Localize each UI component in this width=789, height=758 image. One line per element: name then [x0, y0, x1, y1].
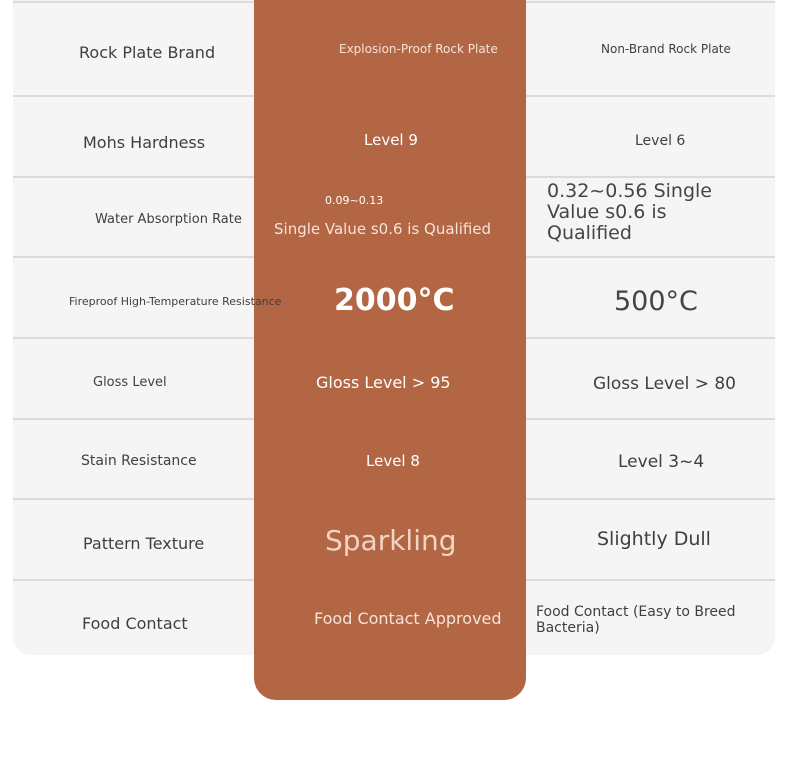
row-label-food-contact: Food Contact	[82, 613, 188, 633]
featured-value-hardness: Level 9	[364, 131, 418, 149]
row-label-hardness: Mohs Hardness	[83, 132, 206, 152]
other-value-hardness: Level 6	[635, 133, 686, 149]
featured-value-water-absorption: Single Value s0.6 is Qualified	[274, 220, 492, 238]
other-value-texture: Slightly Dull	[597, 528, 711, 550]
featured-value-fire-resistance: 2000°C	[334, 282, 455, 318]
featured-value-texture: Sparkling	[325, 523, 457, 557]
row-label-texture: Pattern Texture	[83, 533, 205, 553]
featured-note-water-absorption: 0.09~0.13	[325, 193, 384, 207]
featured-column	[254, 0, 526, 700]
other-value-stain: Level 3~4	[618, 452, 705, 472]
other-value-fire-resistance: 500°C	[614, 285, 698, 317]
other-value-gloss: Gloss Level > 80	[593, 374, 736, 394]
other-value-brand: Non-Brand Rock Plate	[601, 42, 731, 56]
row-label-brand: Rock Plate Brand	[79, 42, 216, 62]
featured-value-food-contact: Food Contact Approved	[314, 608, 502, 628]
featured-value-stain: Level 8	[366, 452, 420, 470]
other-value-water-absorption: 0.32~0.56 Single Value s0.6 is Qualified	[547, 179, 712, 244]
other-value-food-contact: Food Contact (Easy to Breed Bacteria)	[536, 604, 736, 636]
featured-value-gloss: Gloss Level > 95	[316, 372, 451, 392]
featured-value-brand: Explosion-Proof Rock Plate	[339, 42, 498, 56]
row-label-fire-resistance: Fireproof High-Temperature Resistance	[69, 294, 282, 308]
row-label-stain: Stain Resistance	[81, 453, 197, 469]
row-label-gloss: Gloss Level	[93, 374, 167, 390]
row-label-water-absorption: Water Absorption Rate	[95, 211, 242, 227]
